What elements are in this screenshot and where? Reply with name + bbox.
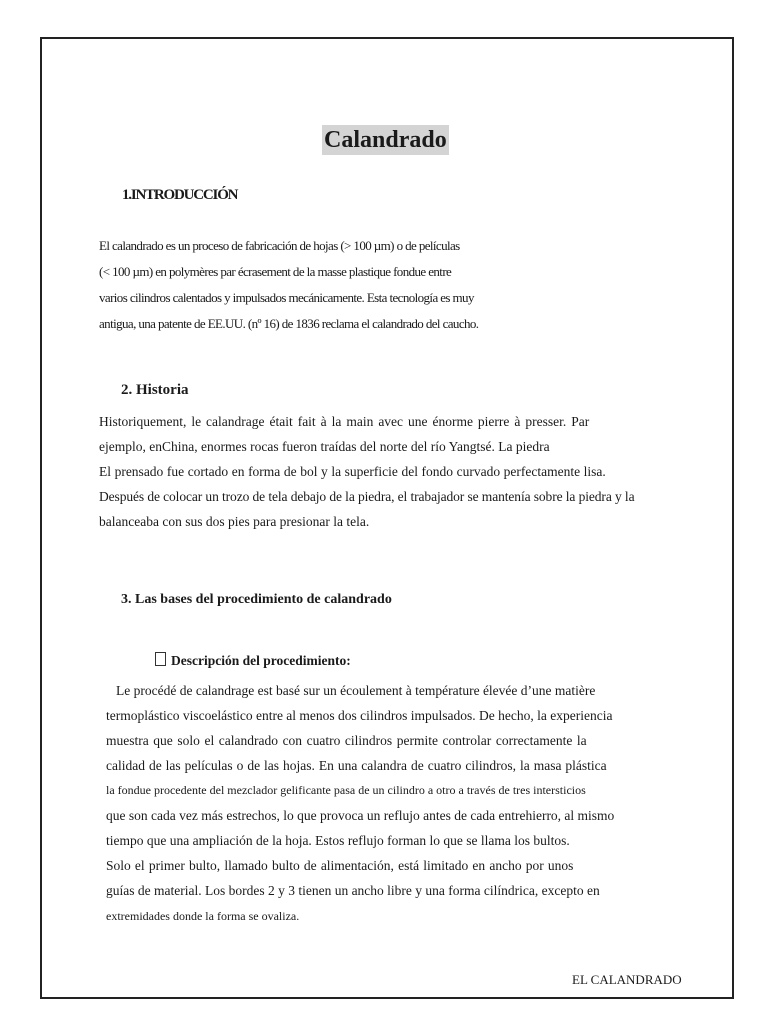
bullet-label: Descripción del procedimiento: <box>171 653 351 668</box>
historia-line: balanceaba con sus dos pies para presionar la tela. <box>99 514 370 529</box>
intro-line: El calandrado es un proceso de fabricación de hojas (> 100 µm) o de películas <box>99 238 460 253</box>
bases-line: Solo el primer bulto, llamado bulto de alimentación, está limitado en ancho por unos <box>106 858 574 873</box>
intro-line: varios cilindros calentados y impulsados mecánicamente. Esta tecnología es muy <box>99 290 474 305</box>
historia-line: ejemplo, enChina, enormes rocas fueron traídas del norte del río Yangtsé. La piedra <box>99 439 550 454</box>
section-heading-historia: 2. Historia <box>121 382 189 398</box>
bases-line: que son cada vez más estrechos, lo que provoca un reflujo antes de cada entrehierro, al mismo <box>106 808 615 823</box>
historia-line: Historiquement, le calandrage était fait à la main avec une énorme pierre à presser. Par <box>99 414 590 429</box>
historia-line: El prensado fue cortado en forma de bol y la superficie del fondo curvado perfectamente lisa. <box>99 464 606 479</box>
bases-line: calidad de las películas o de las hojas. En una calandra de cuatro cilindros, la masa plástica <box>106 758 607 773</box>
bases-line: extremidades donde la forma se ovaliza. <box>106 909 300 923</box>
bases-line: tiempo que una ampliación de la hoja. Estos reflujo forman lo que se llama los bultos. <box>106 833 570 848</box>
bullet-descripcion <box>155 652 351 669</box>
bases-line: termoplástico viscoelástico entre al menos dos cilindros impulsados. De hecho, la experiencia <box>106 708 613 723</box>
bases-line: muestra que solo el calandrado con cuatro cilindros permite controlar correctamente la <box>106 733 587 748</box>
intro-line: antigua, una patente de EE.UU. (nº 16) de 1836 reclama el calandrado del caucho. <box>99 316 479 331</box>
document-title: Calandrado <box>324 127 447 153</box>
historia-line: Después de colocar un trozo de tela debajo de la piedra, el trabajador se mantenía sobre la piedra y la <box>99 489 635 504</box>
intro-line: (< 100 µm) en polymères par écrasement de la masse plastique fondue entre <box>99 264 452 279</box>
section-heading-introduccion: 1.INTRODUCCIÓN <box>122 187 238 203</box>
bases-line: Le procédé de calandrage est basé sur un écoulement à température élevée d’une matière <box>116 683 596 698</box>
page-footer: EL CALANDRADO <box>572 972 682 987</box>
section-heading-bases: 3. Las bases del procedimiento de calandrado <box>121 592 392 607</box>
bases-line: la fondue procedente del mezclador gelificante pasa de un cilindro a otro a través de tres intersticios <box>106 783 586 797</box>
checkbox-bullet-icon <box>155 652 166 666</box>
bases-line: guías de material. Los bordes 2 y 3 tienen un ancho libre y una forma cilíndrica, excepto en <box>106 883 600 898</box>
